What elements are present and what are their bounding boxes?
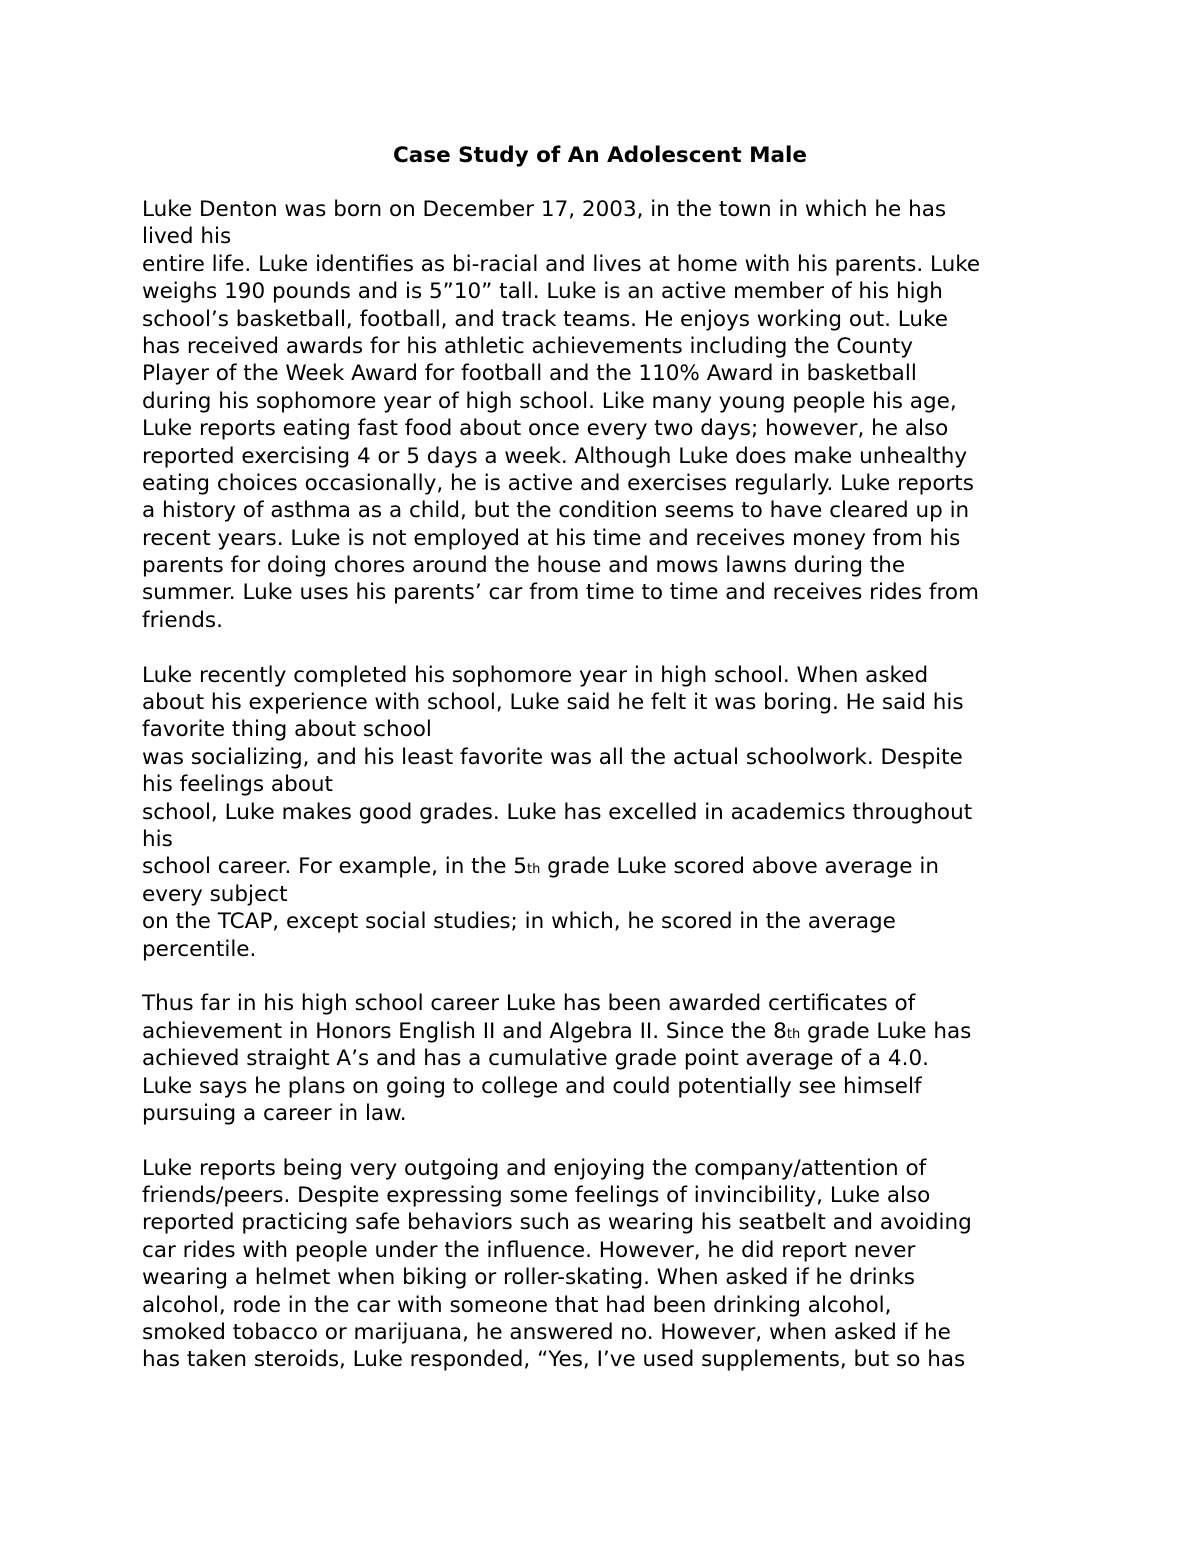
paragraph <box>142 1155 1142 1374</box>
text-line: reported practicing safe behaviors such as wearing his seatbelt and avoiding <box>142 1210 972 1236</box>
text-segment: grade Luke has <box>800 1018 972 1044</box>
text-line: entire life. Luke identifies as bi-racial and lives at home with his parents. Luke <box>142 251 981 277</box>
text-line: pursuing a career in law. <box>142 1100 407 1126</box>
text-line: a history of asthma as a child, but the condition seems to have cleared up in <box>142 498 970 524</box>
text-segment: achievement in Honors English II and Algebra II. Since the 8 <box>142 1018 787 1044</box>
text-line: Luke reports being very outgoing and enjoying the company/attention of <box>142 1155 927 1181</box>
text-line: friends/peers. Despite expressing some feelings of invincibility, Luke also <box>142 1183 931 1209</box>
text-line: on the TCAP, except social studies; in which, he scored in the average <box>142 909 896 935</box>
text-line: was socializing, and his least favorite was all the actual schoolwork. Despite <box>142 744 963 770</box>
text-line: has taken steroids, Luke responded, “Yes, I’ve used supplements, but so has <box>142 1347 966 1373</box>
paragraph-gap <box>142 1127 1142 1154</box>
text-line: his <box>142 826 173 852</box>
text-line: his feelings about <box>142 772 333 798</box>
text-segment: school career. For example, in the 5 <box>142 854 527 880</box>
text-line: weighs 190 pounds and is 5”10” tall. Luke is an active member of his high <box>142 279 943 305</box>
paragraph-gap <box>142 963 1142 990</box>
text-line: every subject <box>142 881 288 907</box>
text-line: percentile. <box>142 936 257 962</box>
text-line <box>142 1018 1142 1045</box>
text-line: wearing a helmet when biking or roller-skating. When asked if he drinks <box>142 1265 915 1291</box>
text-line: favorite thing about school <box>142 717 432 743</box>
document-body <box>142 196 1142 1374</box>
ordinal-suffix: th <box>526 862 541 878</box>
text-line: Player of the Week Award for football and the 110% Award in basketball <box>142 361 917 387</box>
text-line: alcohol, rode in the car with someone that had been drinking alcohol, <box>142 1292 892 1318</box>
text-line: school, Luke makes good grades. Luke has excelled in academics throughout <box>142 799 973 825</box>
text-line <box>142 853 1142 880</box>
paragraph <box>142 990 1142 1127</box>
text-line: Luke recently completed his sophomore year in high school. When asked <box>142 662 929 688</box>
paragraph-gap <box>142 634 1142 661</box>
text-line: eating choices occasionally, he is active and exercises regularly. Luke reports <box>142 470 974 496</box>
text-line: school’s basketball, football, and track teams. He enjoys working out. Luke <box>142 306 948 332</box>
paragraph <box>142 196 1142 634</box>
ordinal-suffix: th <box>786 1026 801 1042</box>
text-line: Luke Denton was born on December 17, 2003, in the town in which he has <box>142 197 947 222</box>
text-line: summer. Luke uses his parents’ car from time to time and receives rides from <box>142 580 979 606</box>
text-line: parents for doing chores around the house and mows lawns during the <box>142 553 906 579</box>
text-segment: grade Luke scored above average in <box>540 854 939 880</box>
text-line: reported exercising 4 or 5 days a week. Although Luke does make unhealthy <box>142 443 968 469</box>
text-line: recent years. Luke is not employed at his time and receives money from his <box>142 525 961 551</box>
text-line: smoked tobacco or marijuana, he answered no. However, when asked if he <box>142 1320 951 1346</box>
document-title: Case Study of An Adolescent Male <box>393 143 807 168</box>
text-line: lived his <box>142 224 232 250</box>
text-line: Thus far in his high school career Luke has been awarded certificates of <box>142 991 916 1017</box>
paragraph <box>142 662 1142 963</box>
text-line: during his sophomore year of high school. Like many young people his age, <box>142 388 957 414</box>
text-line: achieved straight A’s and has a cumulative grade point average of a 4.0. <box>142 1046 929 1072</box>
text-line: has received awards for his athletic achievements including the County <box>142 333 913 359</box>
text-line: car rides with people under the influence. However, he did report never <box>142 1237 916 1263</box>
text-line: Luke says he plans on going to college and could potentially see himself <box>142 1073 922 1099</box>
text-line: about his experience with school, Luke said he felt it was boring. He said his <box>142 690 964 716</box>
text-line: friends. <box>142 607 223 633</box>
text-line: Luke reports eating fast food about once every two days; however, he also <box>142 416 949 442</box>
